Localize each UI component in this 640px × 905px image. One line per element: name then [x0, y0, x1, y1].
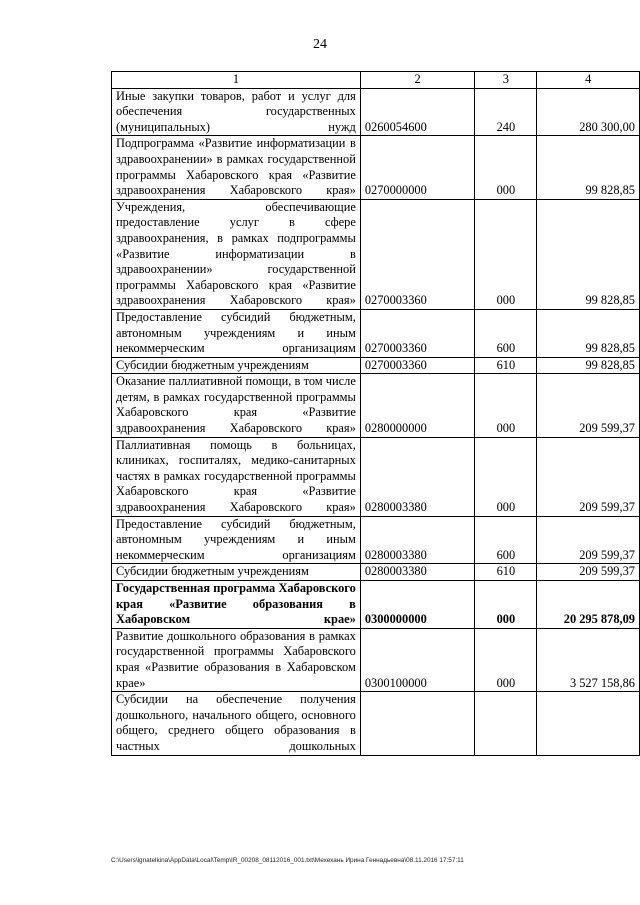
row-code-cell: 0280003380: [360, 437, 475, 516]
row-sum-cell: 99 828,85: [537, 357, 640, 374]
row-sum-cell: 209 599,37: [537, 564, 640, 581]
row-type-cell: 000: [475, 136, 537, 199]
row-name-cell: Субсидии на обеспечение получения дошкольного, начального общего, основного общего, среднего общего образования в частных дошкольных: [112, 692, 361, 755]
row-type-cell: 000: [475, 374, 537, 437]
row-type-cell: 610: [475, 357, 537, 374]
table-row: [112, 581, 640, 629]
table-row: [112, 564, 640, 581]
row-sum-cell: 280 300,00: [537, 88, 640, 136]
table-header-row: [112, 72, 640, 89]
table-row: [112, 516, 640, 564]
table-row: [112, 692, 640, 755]
header-cell-code: 2: [360, 72, 475, 89]
row-sum-cell: 20 295 878,09: [537, 581, 640, 629]
row-sum-cell: 99 828,85: [537, 136, 640, 199]
row-type-cell: 240: [475, 88, 537, 136]
row-type-cell: 000: [475, 581, 537, 629]
row-code-cell: 0300100000: [360, 628, 475, 691]
row-sum-cell: 99 828,85: [537, 199, 640, 309]
row-type-cell: 000: [475, 199, 537, 309]
file-path-footer: C:\Users\ignatelkina\AppData\Local\Temp\IR_00208_08112016_001.txt\Мехехань Ирина Геннадьевна\08.11.2016 17:57:11: [111, 857, 464, 864]
row-name-cell: Государственная программа Хабаровского края «Развитие образования в Хабаровском крае»: [112, 581, 361, 629]
row-code-cell: 0270003360: [360, 199, 475, 309]
row-sum-cell: 99 828,85: [537, 309, 640, 357]
row-name-cell: Субсидии бюджетным учреждениям: [112, 357, 361, 374]
table-row: [112, 357, 640, 374]
row-sum-cell: 3 527 158,86: [537, 628, 640, 691]
row-name-cell: Учреждения, обеспечивающие предоставление услуг в сфере здравоохранения, в рамках подпрограммы «Развитие информатизации в здравоохранении» государственной программы Хабаровского края «Развитие здравоохранения Хабаровского края»: [112, 199, 361, 309]
row-code-cell: 0270003360: [360, 357, 475, 374]
row-type-cell: 000: [475, 437, 537, 516]
row-code-cell: 0260054600: [360, 88, 475, 136]
row-code-cell: 0270003360: [360, 309, 475, 357]
row-type-cell: 610: [475, 564, 537, 581]
header-cell-sum: 4: [537, 72, 640, 89]
row-sum-cell: 209 599,37: [537, 374, 640, 437]
row-type-cell: 000: [475, 628, 537, 691]
table-row: [112, 437, 640, 516]
row-sum-cell: [537, 692, 640, 755]
table-row: [112, 374, 640, 437]
row-code-cell: 0270000000: [360, 136, 475, 199]
row-name-cell: Оказание паллиативной помощи, в том числе детям, в рамках государственной программы Хабаровского края «Развитие здравоохранения Хабаровского края»: [112, 374, 361, 437]
table-row: [112, 309, 640, 357]
row-sum-cell: 209 599,37: [537, 437, 640, 516]
row-name-cell: Подпрограмма «Развитие информатизации в здравоохранении» в рамках государственной программы Хабаровского края «Развитие здравоохранения Хабаровского края»: [112, 136, 361, 199]
row-code-cell: 0280000000: [360, 374, 475, 437]
row-sum-cell: 209 599,37: [537, 516, 640, 564]
row-type-cell: [475, 692, 537, 755]
row-name-cell: Иные закупки товаров, работ и услуг для обеспечения государственных (муниципальных) нужд: [112, 88, 361, 136]
header-cell-type: 3: [475, 72, 537, 89]
page-number: 24: [313, 37, 327, 52]
row-name-cell: Паллиативная помощь в больницах, клиниках, госпиталях, медико-санитарных частях в рамках государственной программы Хабаровского края «Развитие здравоохранения Хабаровского края»: [112, 437, 361, 516]
row-code-cell: 0300000000: [360, 581, 475, 629]
row-name-cell: Развитие дошкольного образования в рамках государственной программы Хабаровского края «Развитие образования в Хабаровском крае»: [112, 628, 361, 691]
row-type-cell: 600: [475, 516, 537, 564]
table-row: [112, 88, 640, 136]
row-type-cell: 600: [475, 309, 537, 357]
row-name-cell: Предоставление субсидий бюджетным, автономным учреждениям и иным некоммерческим организациям: [112, 516, 361, 564]
row-name-cell: Субсидии бюджетным учреждениям: [112, 564, 361, 581]
table-row: [112, 136, 640, 199]
row-code-cell: 0280003380: [360, 516, 475, 564]
row-code-cell: 0280003380: [360, 564, 475, 581]
row-code-cell: [360, 692, 475, 755]
budget-table: [111, 71, 640, 756]
row-name-cell: Предоставление субсидий бюджетным, автономным учреждениям и иным некоммерческим организациям: [112, 309, 361, 357]
table-row: [112, 628, 640, 691]
header-cell-name: 1: [112, 72, 361, 89]
table-row: [112, 199, 640, 309]
